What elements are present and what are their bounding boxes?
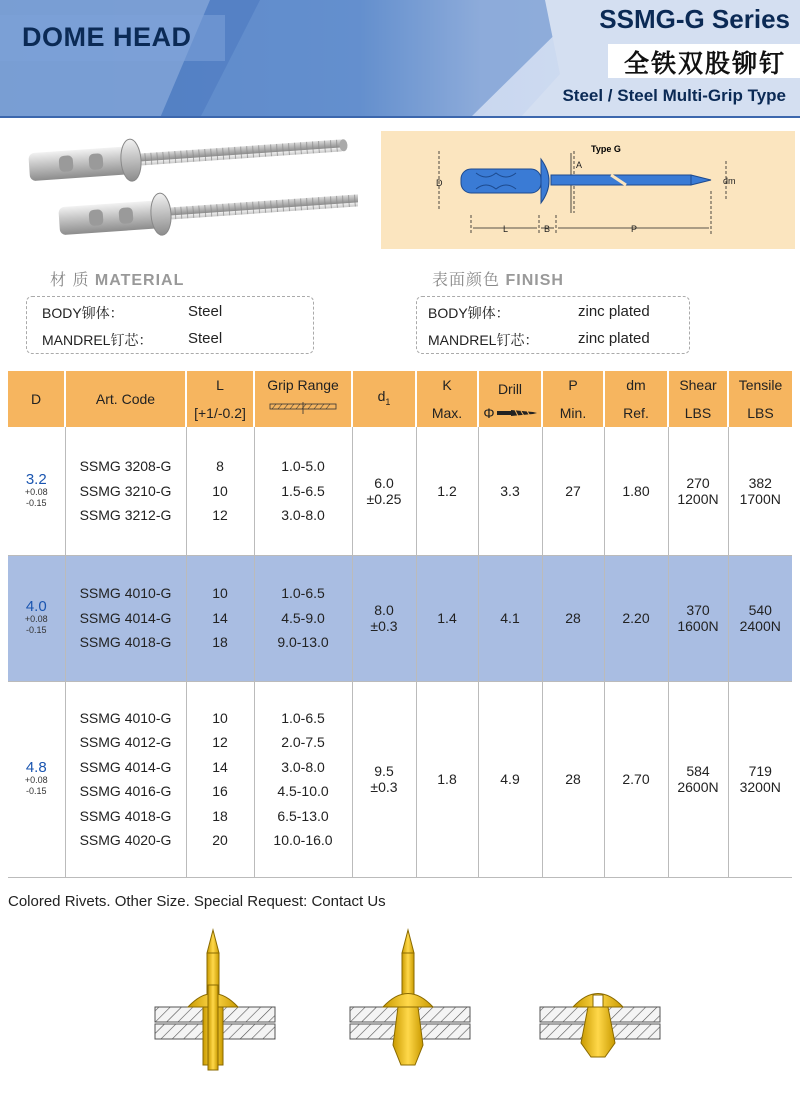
col-tensile: Tensile LBS <box>728 371 792 427</box>
dim-l: L <box>503 224 509 234</box>
grip-cell: 1.0-6.5 4.5-9.0 9.0-13.0 <box>254 555 352 681</box>
dim-b: B <box>544 224 551 234</box>
finish-body-label: BODY铆体： <box>428 305 510 321</box>
rivet-photo <box>18 130 358 250</box>
dm-cell: 2.20 <box>604 555 668 681</box>
drill-cell: 4.9 <box>478 681 542 877</box>
grip-cell: 1.0-5.0 1.5-6.5 3.0-8.0 <box>254 427 352 555</box>
step-1-icon <box>155 930 275 1070</box>
material-body-label: BODY铆体： <box>42 305 124 321</box>
dim-dm: dm <box>723 176 736 186</box>
col-d1: $d_1$ <box>352 371 416 427</box>
contact-note: Colored Rivets. Other Size. Special Request: Contact Us <box>8 893 386 910</box>
page-header <box>0 0 800 118</box>
k-cell: 1.4 <box>416 555 478 681</box>
series-title: SSMG-G Series <box>599 4 790 34</box>
p-cell: 28 <box>542 681 604 877</box>
length-cell: 10 12 14 16 18 20 <box>186 681 254 877</box>
col-l: L [+1/-0.2] <box>186 371 254 427</box>
d1-cell: 6.0 ±0.25 <box>352 427 416 555</box>
diameter-cell: 4.0 +0.08 -0.15 <box>8 555 65 681</box>
table-row <box>8 555 792 681</box>
dm-cell: 2.70 <box>604 681 668 877</box>
art-code-cell: SSMG 4010-G SSMG 4012-G SSMG 4014-G SSMG 4016-G SSMG 4018-G SSMG 4020-G <box>65 681 186 877</box>
step-3-icon <box>540 994 660 1058</box>
k-cell: 1.8 <box>416 681 478 877</box>
col-art-code: Art. Code <box>65 371 186 427</box>
col-grip-range: Grip Range <box>254 371 352 427</box>
art-code-cell: SSMG 4010-G SSMG 4014-G SSMG 4018-G <box>65 555 186 681</box>
material-body-value: Steel <box>188 303 223 320</box>
diameter-cell: 4.8 +0.08 -0.15 <box>8 681 65 877</box>
table-row <box>8 427 792 555</box>
shear-cell: 370 1600N <box>668 555 728 681</box>
grip-cell: 1.0-6.5 2.0-7.5 3.0-8.0 4.5-10.0 6.5-13.0 10.0-16.0 <box>254 681 352 877</box>
page-title: DOME HEAD <box>22 22 192 52</box>
step-2-icon <box>350 930 470 1065</box>
dim-d: D <box>436 178 443 188</box>
material-title: 材 质 MATERIAL <box>50 272 185 289</box>
subtitle: Steel / Steel Multi-Grip Type <box>562 86 786 105</box>
dim-p: P <box>631 224 638 234</box>
drill-cell: 4.1 <box>478 555 542 681</box>
col-p: P Min. <box>542 371 604 427</box>
shear-cell: 584 2600N <box>668 681 728 877</box>
p-cell: 28 <box>542 555 604 681</box>
drill-bit-icon <box>497 408 537 418</box>
tensile-cell: 382 1700N <box>728 427 792 555</box>
col-shear: Shear LBS <box>668 371 728 427</box>
col-d: D <box>8 371 65 427</box>
finish-title: 表面颜色 FINISH <box>432 272 564 289</box>
spec-table <box>8 371 792 878</box>
finish-body-value: zinc plated <box>578 303 650 320</box>
tensile-cell: 719 3200N <box>728 681 792 877</box>
diagram-type-label: Type G <box>591 144 621 154</box>
d1-cell: 8.0 ±0.3 <box>352 555 416 681</box>
material-mandrel-label: MANDREL钉芯： <box>42 332 153 348</box>
grip-hatch-icon <box>268 402 338 414</box>
drill-cell: 3.3 <box>478 427 542 555</box>
chinese-name: 全铁双股铆钉 <box>623 50 786 78</box>
finish-mandrel-label: MANDREL钉芯： <box>428 332 539 348</box>
length-cell: 10 14 18 <box>186 555 254 681</box>
col-drill: Drill Φ <box>478 371 542 427</box>
col-dm: dm Ref. <box>604 371 668 427</box>
col-k: K Max. <box>416 371 478 427</box>
diameter-cell: 3.2 +0.08 -0.15 <box>8 427 65 555</box>
table-header-row <box>8 371 792 427</box>
tensile-cell: 540 2400N <box>728 555 792 681</box>
installation-steps-illustration <box>150 925 670 1085</box>
dm-cell: 1.80 <box>604 427 668 555</box>
length-cell: 8 10 12 <box>186 427 254 555</box>
k-cell: 1.2 <box>416 427 478 555</box>
technical-diagram <box>381 131 795 249</box>
dim-a: A <box>576 160 583 170</box>
table-row <box>8 681 792 877</box>
art-code-cell: SSMG 3208-G SSMG 3210-G SSMG 3212-G <box>65 427 186 555</box>
shear-cell: 270 1200N <box>668 427 728 555</box>
d1-cell: 9.5 ±0.3 <box>352 681 416 877</box>
drill-diameter-symbol: Φ <box>483 405 495 421</box>
finish-mandrel-value: zinc plated <box>578 330 650 347</box>
p-cell: 27 <box>542 427 604 555</box>
material-mandrel-value: Steel <box>188 330 223 347</box>
